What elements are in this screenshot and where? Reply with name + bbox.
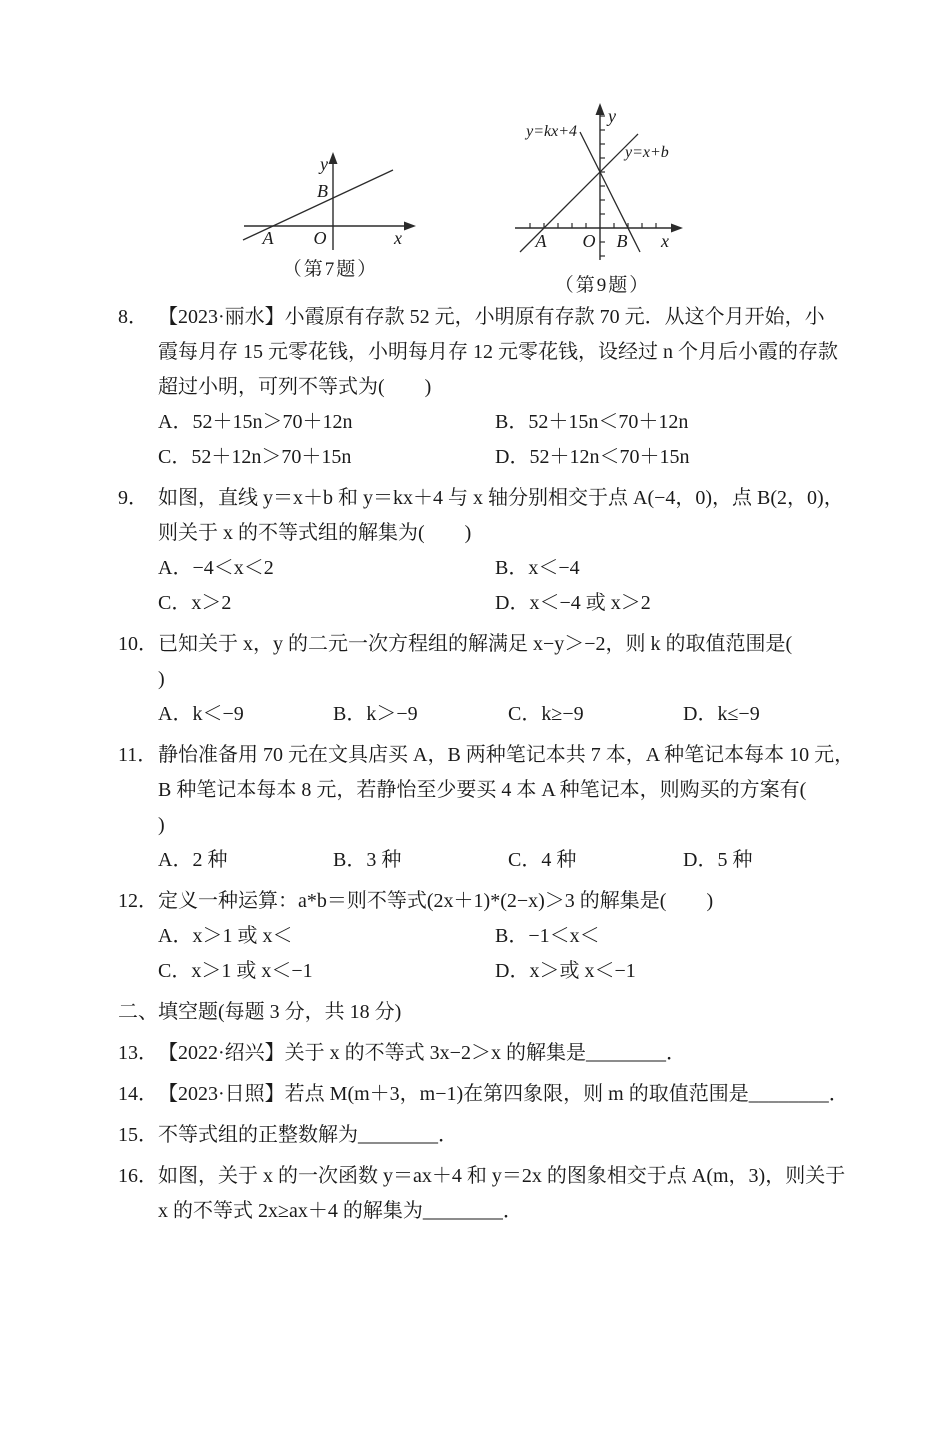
equation-left-label: y=kx+4 (526, 123, 577, 140)
option-d: D．x＜−4 或 x＞2 (495, 592, 651, 614)
question-text-line: 霞每月存 15 元零花钱，小明每月存 12 元零花钱，设经过 n 个月后小霞的存款 (158, 341, 838, 363)
y-axis-label: y (320, 154, 328, 174)
equation-right-label: y=x+b (625, 144, 669, 161)
question-text-line: 定义一种运算：a*b＝则不等式(2x＋1)*(2−x)＞3 的解集是( ) (158, 890, 714, 912)
question-number: 10． (118, 633, 158, 655)
option-a: A．k＜−9 (158, 703, 244, 725)
question-text-line: 不等式组的正整数解为________． (158, 1124, 458, 1146)
question-number: 13． (118, 1042, 158, 1064)
question-12 (0, 884, 950, 989)
option-b: B．k＞−9 (333, 703, 418, 725)
options-row (158, 954, 950, 989)
options-row (158, 843, 950, 878)
option-a: A．52＋15n＞70＋12n (158, 411, 353, 433)
question-number: 8． (118, 306, 148, 328)
option-b: B．3 种 (333, 849, 402, 871)
option-a: A．−4＜x＜2 (158, 557, 274, 579)
y-axis-ticks (600, 116, 605, 256)
option-c: C．52＋12n＞70＋15n (158, 446, 352, 468)
figure-q7-caption: （第7题） (282, 259, 379, 280)
option-c: C．x＞2 (158, 592, 232, 614)
options-row (158, 405, 950, 440)
option-d: D．52＋12n＜70＋15n (495, 446, 690, 468)
option-a: A．2 种 (158, 849, 228, 871)
option-c: C．4 种 (508, 849, 577, 871)
question-text-line: 静怡准备用 70 元在文具店买 A，B 两种笔记本共 7 本，A 种笔记本每本 10 元， (158, 744, 855, 766)
option-d: D．x＞或 x＜−1 (495, 960, 636, 982)
options-row (158, 440, 950, 475)
question-text-line: 【2022·绍兴】关于 x 的不等式 3x−2＞x 的解集是________． (158, 1042, 686, 1064)
question-number: 11． (118, 744, 158, 766)
question-text-line: 已知关于 x，y 的二元一次方程组的解满足 x−y＞−2，则 k 的取值范围是( (158, 633, 793, 655)
question-9 (0, 481, 950, 621)
question-text-line: ) (158, 814, 165, 836)
options-row (158, 586, 950, 621)
figures-row (0, 100, 950, 300)
option-d: D．k≤−9 (683, 703, 760, 725)
section-2-header: 二、填空题(每题 3 分，共 18 分) (118, 1001, 402, 1023)
x-axis-arrow-icon (404, 222, 416, 231)
option-c: C．x＞1 或 x＜−1 (158, 960, 313, 982)
point-A-label: A (262, 228, 274, 248)
figure-q9 (505, 100, 700, 297)
question-text-line: ) (158, 668, 165, 690)
options-row (158, 697, 950, 732)
question-text-line: 【2023·丽水】小霞原有存款 52 元，小明原有存款 70 元．从这个月开始，小 (158, 306, 825, 328)
y-axis-arrow-icon (596, 103, 605, 115)
origin-label: O (582, 231, 596, 251)
option-d: D．5 种 (683, 849, 753, 871)
question-text-line: B 种笔记本每本 8 元，若静怡至少要买 4 本 A 种笔记本，则购买的方案有( (158, 779, 807, 801)
questions-section (0, 300, 950, 1229)
question-10 (0, 627, 950, 732)
option-b: B．−1＜x＜ (495, 925, 600, 947)
y-axis-arrow-icon (329, 152, 338, 164)
options-row (158, 919, 950, 954)
origin-label: O (313, 228, 327, 248)
question-text-line: 【2023·日照】若点 M(m＋3，m−1)在第四象限，则 m 的取值范围是________． (158, 1083, 849, 1105)
option-b: B．x＜−4 (495, 557, 580, 579)
question-text-line: x 的不等式 2x≥ax＋4 的解集为________． (158, 1200, 523, 1222)
question-text-line: 则关于 x 的不等式组的解集为( ) (158, 522, 472, 544)
question-number: 12． (118, 890, 158, 912)
question-11 (0, 738, 950, 878)
question-13 (0, 1036, 950, 1071)
question-text-line: 如图，直线 y＝x＋b 和 y＝kx＋4 与 x 轴分别相交于点 A(−4，0)，点 B(2，0)， (158, 487, 844, 509)
point-B-label: B (317, 181, 328, 201)
option-c: C．k≥−9 (508, 703, 584, 725)
x-axis-label: x (661, 231, 669, 251)
question-number: 9． (118, 487, 148, 509)
question-text-line: 如图，关于 x 的一次函数 y＝ax＋4 和 y＝2x 的图象相交于点 A(m，3)，则关于 (158, 1165, 846, 1187)
question-8 (0, 300, 950, 475)
y-axis-label: y (608, 106, 616, 126)
point-A-label: A (535, 231, 547, 251)
question-number: 16． (118, 1165, 158, 1187)
worksheet-page (0, 100, 950, 1444)
question-14 (0, 1077, 950, 1112)
question-number: 14． (118, 1083, 158, 1105)
options-row (158, 551, 950, 586)
x-axis-arrow-icon (671, 224, 683, 233)
figure-q7-graph (238, 150, 423, 252)
question-number: 15． (118, 1124, 158, 1146)
figure-q9-caption: （第9题） (554, 275, 651, 296)
x-axis-label: x (394, 228, 402, 248)
question-text-line: 超过小明，可列不等式为( ) (158, 376, 432, 398)
figure-q9-graph (505, 100, 700, 268)
option-a: A．x＞1 或 x＜ (158, 925, 293, 947)
figure-q7 (238, 150, 423, 281)
point-B-label: B (616, 231, 628, 251)
question-15 (0, 1118, 950, 1153)
option-b: B．52＋15n＜70＋12n (495, 411, 689, 433)
question-16 (0, 1159, 950, 1229)
